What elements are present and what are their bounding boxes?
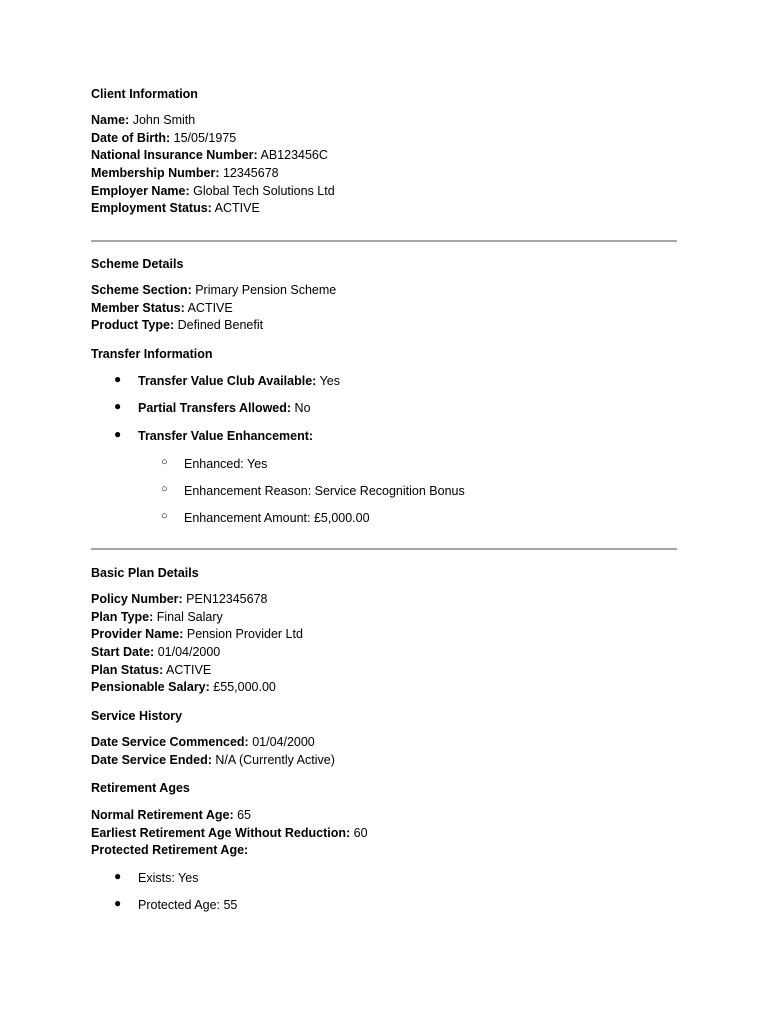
transfer-enhancement-item — [138, 427, 313, 445]
transfer-club-item — [138, 372, 340, 390]
client-employer-row — [91, 183, 335, 201]
enhancement-sub-item: Enhanced: Yes — [184, 457, 268, 471]
protected-retirement-label: Protected Retirement Age: — [91, 843, 249, 858]
provider-name-label: Provider Name: — [91, 627, 184, 642]
normal-retirement-label: Normal Retirement Age: — [91, 808, 234, 822]
membership-label: Membership Number: — [91, 166, 220, 181]
scheme-details-fields — [91, 282, 336, 335]
provider-name-value: Pension Provider Ltd — [186, 627, 303, 642]
scheme-section-row — [91, 282, 336, 300]
scheme-section-label: Scheme Section: — [91, 283, 192, 297]
employment-value: ACTIVE — [214, 201, 260, 216]
product-type-value: Defined Benefit — [177, 318, 264, 333]
plan-details-heading: Basic Plan Details — [91, 566, 199, 580]
scheme-details-heading: Scheme Details — [91, 257, 184, 271]
transfer-enhancement-label: Transfer Value Enhancement: — [138, 429, 314, 443]
policy-number-value: PEN12345678 — [186, 592, 268, 606]
bullet-icon: ● — [114, 427, 122, 441]
bullet-icon: ● — [114, 399, 122, 413]
service-commenced-label: Date Service Commenced: — [91, 735, 249, 749]
start-date-row — [91, 644, 303, 662]
client-employment-row — [91, 200, 335, 218]
service-commenced-row — [91, 734, 335, 752]
service-ended-value: N/A (Currently Active) — [215, 752, 335, 767]
policy-number-label: Policy Number: — [91, 592, 183, 606]
service-ended-label: Date Service Ended: — [91, 752, 212, 767]
client-ni-row — [91, 147, 335, 165]
transfer-club-value: Yes — [319, 374, 340, 388]
plan-type-value: Final Salary — [156, 609, 223, 624]
sub-bullet-icon: ○ — [161, 510, 168, 522]
client-dob-row — [91, 130, 335, 148]
protected-age-item: Protected Age: 55 — [138, 898, 238, 912]
plan-status-label: Plan Status: — [91, 662, 164, 677]
earliest-retirement-label: Earliest Retirement Age Without Reduction: — [91, 825, 351, 840]
ni-label: National Insurance Number: — [91, 148, 258, 163]
enhancement-sub-item: Enhancement Reason: Service Recognition Bonus — [184, 484, 465, 498]
member-status-value: ACTIVE — [187, 300, 233, 315]
plan-type-label: Plan Type: — [91, 609, 154, 624]
normal-retirement-value: 65 — [237, 808, 252, 822]
start-date-label: Start Date: — [91, 645, 155, 660]
client-membership-row — [91, 165, 335, 183]
transfer-info-heading: Transfer Information — [91, 347, 213, 361]
employment-label: Employment Status: — [91, 201, 212, 216]
scheme-section-value: Primary Pension Scheme — [195, 283, 337, 297]
dob-label: Date of Birth: — [91, 130, 171, 145]
sub-bullet-icon: ○ — [161, 456, 168, 468]
partial-transfers-value: No — [294, 401, 311, 415]
membership-value: 12345678 — [222, 166, 279, 181]
start-date-value: 01/04/2000 — [157, 645, 221, 660]
service-history-heading: Service History — [91, 709, 183, 723]
service-history-fields — [91, 734, 335, 769]
partial-transfers-item — [138, 399, 311, 417]
bullet-icon: ● — [114, 372, 122, 386]
product-type-row — [91, 317, 336, 335]
retirement-ages-fields — [91, 807, 368, 860]
policy-number-row — [91, 591, 303, 609]
retirement-ages-heading: Retirement Ages — [91, 781, 190, 795]
product-type-label: Product Type: — [91, 318, 175, 333]
employer-value: Global Tech Solutions Ltd — [193, 183, 335, 198]
client-name-row — [91, 112, 335, 130]
service-ended-row — [91, 752, 335, 770]
transfer-club-label: Transfer Value Club Available: — [138, 374, 317, 388]
client-info-heading: Client Information — [91, 87, 198, 101]
protected-age-item: Exists: Yes — [138, 871, 199, 885]
sub-bullet-icon: ○ — [161, 483, 168, 495]
employer-label: Employer Name: — [91, 183, 190, 198]
bullet-icon: ● — [114, 869, 122, 883]
service-commenced-value: 01/04/2000 — [252, 735, 315, 749]
name-value: John Smith — [132, 113, 196, 127]
partial-transfers-label: Partial Transfers Allowed: — [138, 401, 292, 415]
protected-retirement-row — [91, 842, 368, 860]
plan-type-row — [91, 609, 303, 627]
name-label: Name: — [91, 113, 130, 127]
ni-value: AB123456C — [260, 148, 328, 163]
pensionable-salary-label: Pensionable Salary: — [91, 680, 210, 695]
provider-name-row — [91, 626, 303, 644]
client-info-fields — [91, 112, 335, 218]
section-divider — [91, 240, 677, 242]
plan-details-fields — [91, 591, 303, 697]
pensionable-salary-value: £55,000.00 — [213, 680, 276, 695]
enhancement-sub-item: Enhancement Amount: £5,000.00 — [184, 511, 370, 525]
plan-status-row — [91, 662, 303, 680]
plan-status-value: ACTIVE — [166, 662, 212, 677]
member-status-row — [91, 300, 336, 318]
pensionable-salary-row — [91, 679, 303, 697]
earliest-retirement-value: 60 — [353, 825, 368, 840]
member-status-label: Member Status: — [91, 300, 185, 315]
section-divider — [91, 548, 677, 550]
dob-value: 15/05/1975 — [173, 130, 237, 145]
earliest-retirement-row — [91, 825, 368, 843]
normal-retirement-row — [91, 807, 368, 825]
bullet-icon: ● — [114, 896, 122, 910]
